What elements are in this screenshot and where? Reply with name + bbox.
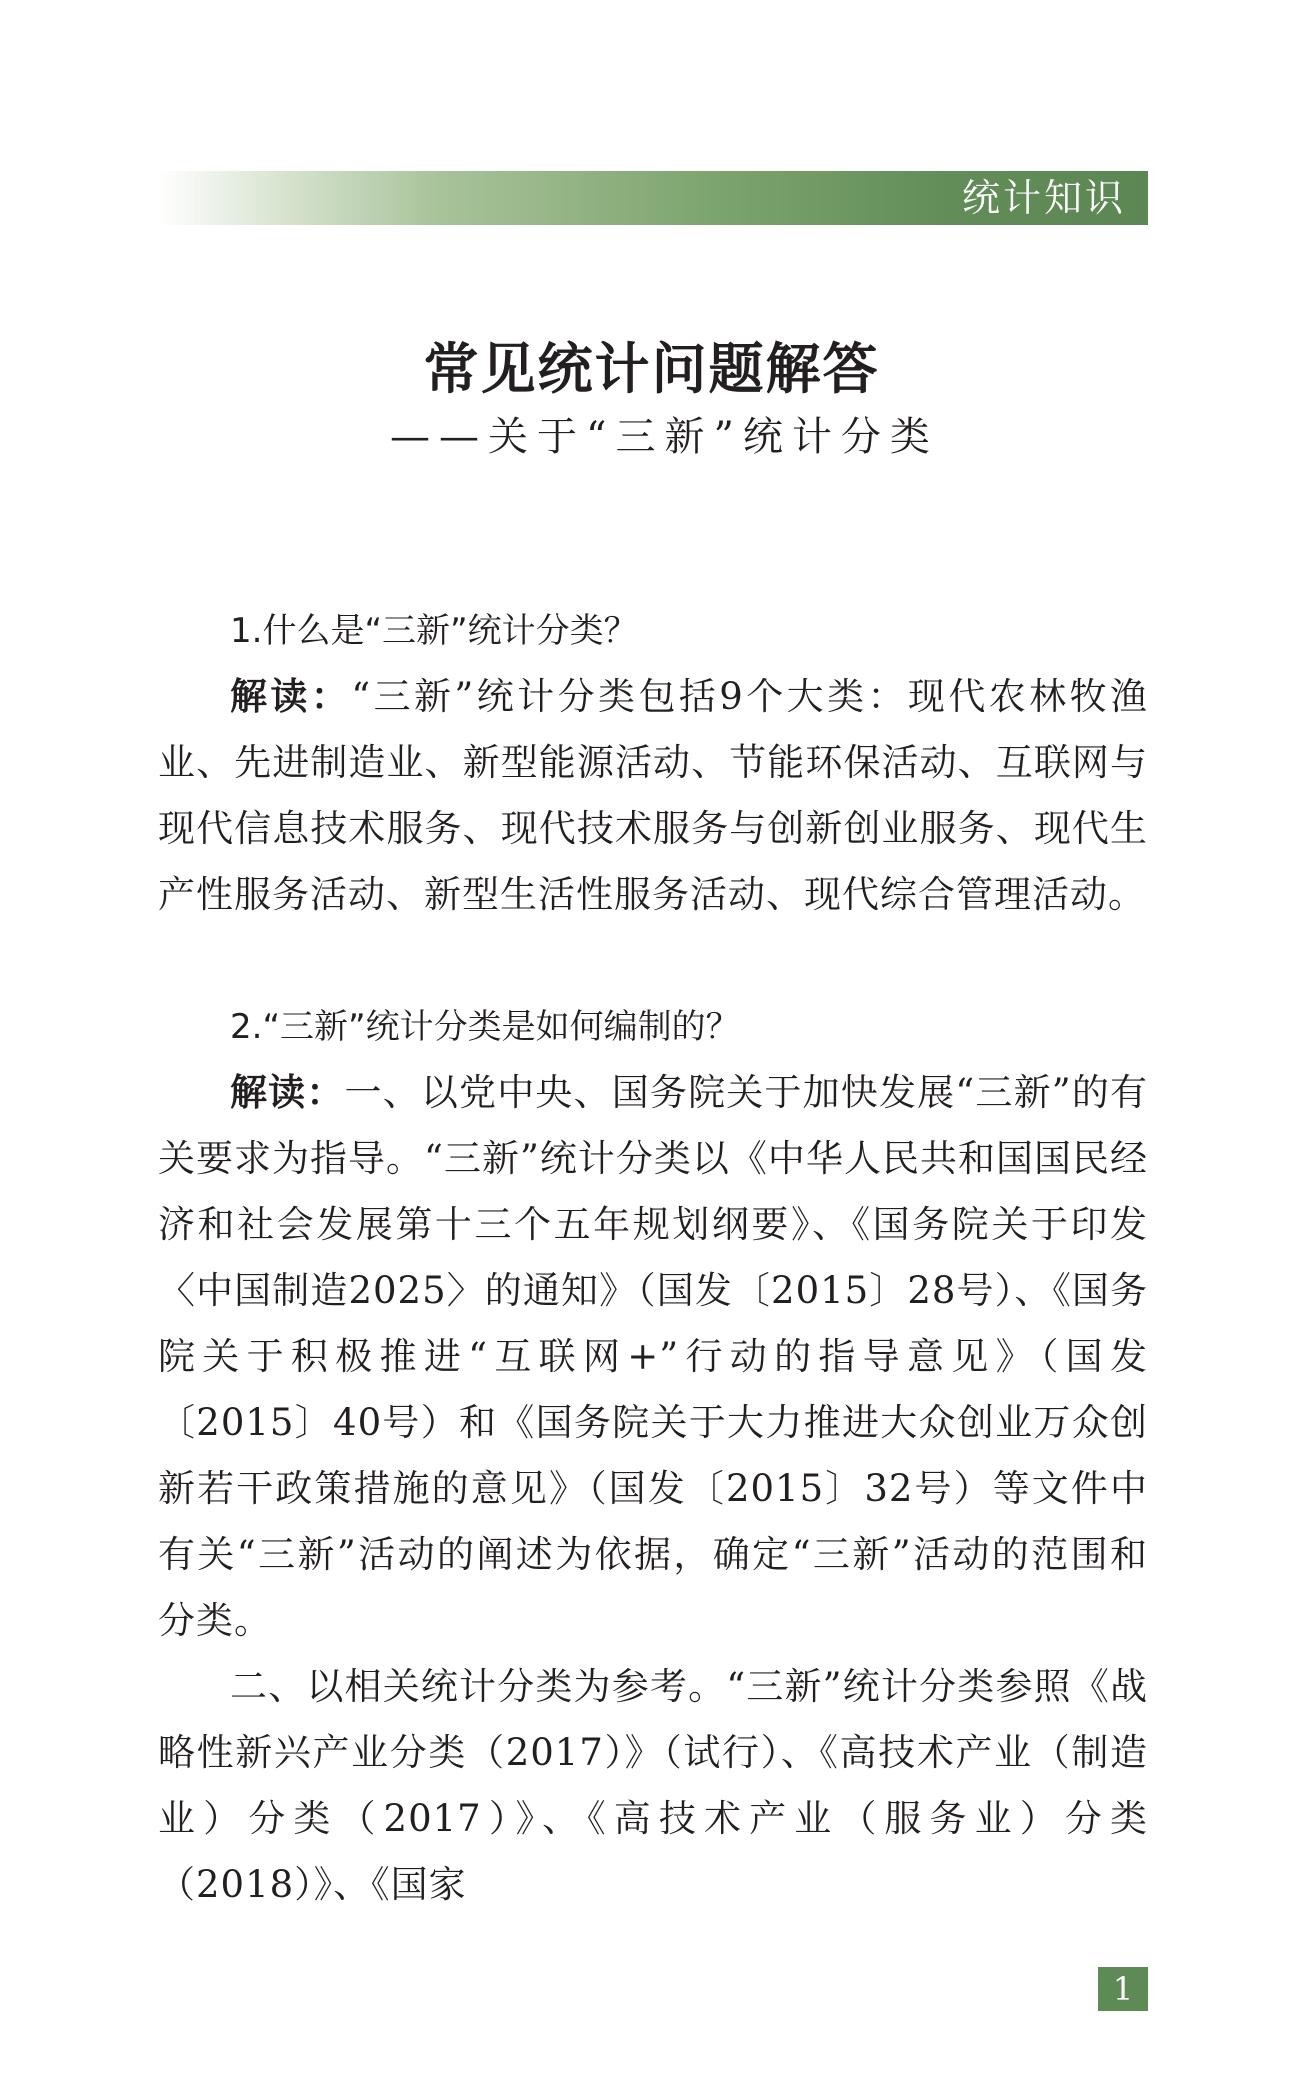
article-subtitle: ——关于“三新”统计分类 bbox=[390, 414, 939, 460]
page-number: 1 bbox=[1098, 1967, 1148, 2011]
answer-label: 解读： bbox=[230, 675, 352, 718]
answer-1-paragraph-1 bbox=[158, 664, 1148, 928]
answer-2-paragraph-1 bbox=[158, 1060, 1148, 1654]
answer-text: 一、以党中央、国务院关于加快发展“三新”的有关要求为指导。“三新”统计分类以《中华人民共和国国民经济和社会发展第十三个五年规划纲要》、《国务院关于印发〈中国制造2025〉的通知》（国发〔2015〕28号）、《国务院关于积极推进“互联网+”行动的指导意见》（国发〔2015〕40号）和《国务院关于大力推进大众创业万众创新若干政策措施的意见》（国发〔2015〕32号）等文件中有关“三新”活动的阐述为依据，确定“三新”活动的范围和分类。 bbox=[158, 1071, 1148, 1642]
article-body bbox=[158, 598, 1148, 1918]
section-label: 统计知识 bbox=[961, 176, 1126, 220]
answer-2-paragraph-2: 二、以相关统计分类为参考。“三新”统计分类参照《战略性新兴产业分类（2017）》（试行）、《高技术产业（制造业）分类（2017）》、《高技术产业（服务业）分类（2018）》、《国家 bbox=[158, 1665, 1148, 1906]
qa-item-1 bbox=[158, 598, 1148, 928]
article-title: 常见统计问题解答 bbox=[423, 337, 880, 401]
question-2: 2.“三新”统计分类是如何编制的？ bbox=[230, 1007, 740, 1047]
qa-item-2 bbox=[158, 994, 1148, 1918]
answer-label: 解读： bbox=[230, 1071, 345, 1114]
section-header-band bbox=[158, 171, 1148, 225]
answer-text: “三新”统计分类包括9个大类：现代农林牧渔业、先进制造业、新型能源活动、节能环保活动、互联网与现代信息技术服务、现代技术服务与创新创业服务、现代生产性服务活动、新型生活性服务活动、现代综合管理活动。 bbox=[158, 675, 1149, 916]
question-1: 1.什么是“三新”统计分类？ bbox=[230, 611, 638, 651]
